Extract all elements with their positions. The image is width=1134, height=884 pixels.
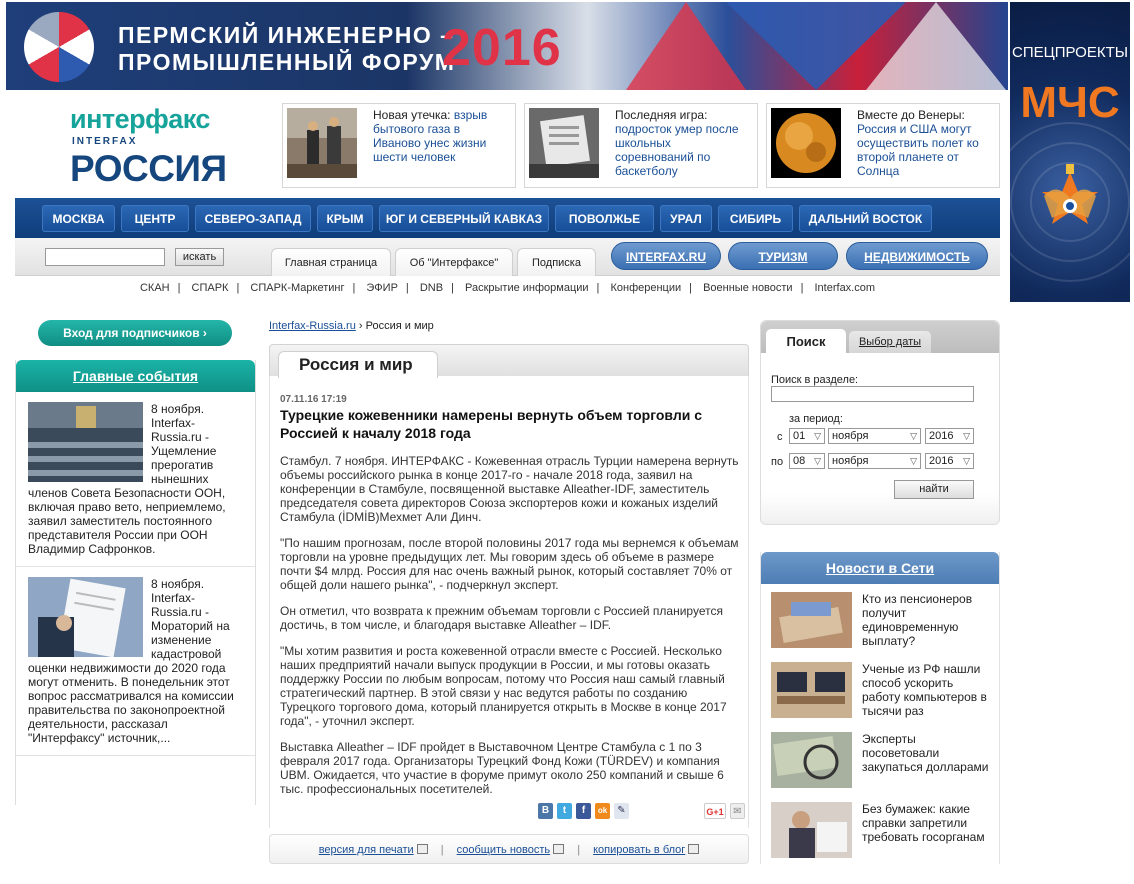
link-dnb[interactable]: DNB (419, 282, 444, 294)
region-tab-volga[interactable]: ПОВОЛЖЬЕ (555, 205, 654, 232)
special-projects-label: СПЕЦПРОЕКТЫ (1011, 44, 1129, 61)
logo-middle: INTERFAX (72, 136, 138, 147)
period-label: за период: (789, 413, 843, 425)
breadcrumb-home[interactable]: Interfax-Russia.ru (269, 320, 356, 332)
list-item[interactable] (771, 732, 993, 790)
from-label: с (777, 431, 783, 443)
side-ad-banner[interactable] (1010, 2, 1130, 302)
event-photo (28, 402, 143, 482)
print-version-link[interactable]: версия для печати (318, 844, 414, 856)
email-share-icon[interactable]: ✉ (730, 803, 745, 819)
tab-date-select[interactable]: Выбор даты (849, 331, 931, 353)
teaser-card[interactable] (524, 103, 758, 188)
teaser-link[interactable]: взрыв бытового газа в Иваново унес жизни шести человек (373, 108, 488, 164)
sub-bar (15, 238, 1000, 276)
tab-subscription[interactable]: Подписка (517, 248, 596, 276)
net-news-photo (771, 802, 852, 858)
teaser-link[interactable]: Россия и США могут осуществить полет ко второй планете от Солнца (857, 122, 979, 178)
pencil-icon (553, 844, 564, 854)
from-day-select[interactable] (789, 428, 825, 444)
chevron-down-icon: ▽ (814, 456, 821, 466)
teaser-lead: Последняя игра: (615, 108, 708, 122)
banner-line2: ПРОМЫШЛЕННЫЙ ФОРУМ (118, 49, 456, 75)
chevron-down-icon: ▽ (963, 431, 970, 441)
banner-year: 2016 (442, 19, 562, 77)
eagle-emblem-icon (1036, 162, 1104, 242)
article-paragraph: Выставка Alleather – IDF пройдет в Выставочном Центре Стамбула с 1 по 3 февраля 2017 года. Организаторы Турецкий Фонд Кожи (TÜRDEV) и компания UBM. Ожидается, что участие в форуме примут около 250 компаний и свыше 6 тыс. профессиональных посетителей. (280, 740, 724, 796)
article-body (280, 454, 742, 808)
report-news-link[interactable]: сообщить новость (456, 844, 551, 856)
to-month-value: ноября (832, 455, 869, 467)
net-news-text: Ученые из РФ нашли способ ускорить работу компьютеров в тысячи раз (862, 662, 987, 718)
separator: | (596, 282, 600, 294)
teaser-photo (771, 108, 841, 178)
region-tab-moscow[interactable]: МОСКВА (42, 205, 115, 232)
services-links (15, 282, 1000, 300)
article-date: 07.11.16 17:19 (280, 394, 347, 405)
separator: | (236, 282, 240, 294)
from-month-select[interactable] (828, 428, 921, 444)
teaser-card[interactable] (766, 103, 1000, 188)
list-item[interactable] (28, 402, 243, 556)
region-tab-far-east[interactable]: ДАЛЬНИЙ ВОСТОК (799, 205, 932, 232)
to-year-select[interactable] (925, 453, 974, 469)
to-day-value: 08 (793, 455, 806, 467)
tab-home[interactable]: Главная страница (271, 248, 391, 276)
find-button[interactable]: найти (894, 480, 974, 499)
breadcrumb-current: Россия и мир (365, 320, 434, 332)
breadcrumb (269, 320, 434, 332)
article-paragraph: "По нашим прогнозам, после второй половины 2017 года мы вернемся к объемам торговли на уровне предыдущих лет. Мы говорим здесь об объеме в размере почти $4 млрд. Россия для нас очень важный рынок, который составляет 70% от общей доли нашего рынка", - подчеркнул эксперт. (280, 536, 739, 592)
link-conferences[interactable]: Конференции (610, 282, 682, 294)
banner-decor (866, 2, 1006, 90)
to-year-value: 2016 (929, 455, 954, 467)
net-news-title[interactable]: Новости в Сети (761, 552, 999, 584)
interfax-ru-link[interactable]: INTERFAX.RU (611, 242, 721, 270)
from-year-select[interactable] (925, 428, 974, 444)
region-tab-crimea[interactable]: КРЫМ (317, 205, 373, 232)
net-news-text: Кто из пенсионеров получит единовременную выплату? (862, 592, 973, 648)
section-search-label: Поиск в разделе: (771, 374, 859, 386)
from-month-value: ноября (832, 430, 869, 442)
article-paragraph: "Мы хотим развития и роста кожевенной отрасли вместе с Россией. Несколько наших предприятий начали выпуск продукции в России, и мы готовы оказать поддержку России по любым вопросам, потому что Россия наш самый главный стратегический партнер. В этой связи у нас ведутся работы по созданию Турецкого торгового дома, который планируется открыть в Москве в конце 2017 года", - уточнил эксперт. (280, 644, 727, 728)
article-title: Турецкие кожевенники намерены вернуть объем торговли с Россией к началу 2018 года (280, 407, 702, 441)
teaser-photo (287, 108, 357, 178)
chevron-down-icon: ▽ (814, 431, 821, 441)
separator: | (800, 282, 804, 294)
event-photo (28, 577, 143, 657)
regions-nav (15, 198, 1000, 238)
to-month-select[interactable] (828, 453, 921, 469)
divider (16, 566, 255, 567)
teaser-lead: Новая утечка: (373, 108, 451, 122)
tab-search[interactable]: Поиск (766, 329, 846, 354)
twitter-share-icon[interactable]: t (557, 803, 572, 819)
breadcrumb-arrow-icon: › (358, 320, 363, 332)
list-item[interactable] (771, 662, 993, 720)
rubric-title: Россия и мир (278, 351, 438, 378)
teaser-card[interactable] (282, 103, 516, 188)
separator: | (405, 282, 409, 294)
teaser-link[interactable]: подросток умер после школьных соревнований по баскетболу (615, 122, 739, 178)
separator: | (577, 844, 581, 856)
net-news-panel (760, 552, 1000, 864)
link-spark-marketing[interactable]: СПАРК-Маркетинг (250, 282, 345, 294)
net-news-photo (771, 592, 852, 648)
net-news-photo (771, 732, 852, 788)
from-year-value: 2016 (929, 430, 954, 442)
vk-share-icon[interactable]: В (538, 803, 553, 819)
banner-line1: ПЕРМСКИЙ ИНЖЕНЕРНО – (118, 22, 455, 48)
main-events-panel (15, 360, 256, 805)
logo-bottom: РОССИЯ (70, 148, 227, 189)
region-tab-siberia[interactable]: СИБИРЬ (718, 205, 793, 232)
event-text: 8 ноября. Interfax-Russia.ru - Мораторий на изменение кадастровой оценки недвижимости до 2020 года могут отменить. В понедельник этот вопрос рассматривался на комиссии правительства по законопроектной деятельности, рассказал "Интерфаксу" источник,... (28, 577, 234, 745)
chevron-down-icon: ▽ (910, 431, 917, 441)
real-estate-link[interactable]: НЕДВИЖИМОСТЬ (846, 242, 988, 270)
chevron-down-icon: ▽ (910, 456, 917, 466)
odnoklassniki-share-icon[interactable]: ok (595, 803, 610, 819)
section-search-input[interactable] (771, 386, 974, 402)
main-events-title[interactable]: Главные события (16, 360, 255, 392)
top-ad-banner[interactable] (6, 2, 1008, 90)
facebook-share-icon[interactable]: f (576, 803, 591, 819)
logo-top: интерфакс (70, 104, 210, 134)
separator: | (440, 844, 444, 856)
printer-icon (417, 844, 428, 854)
chevron-down-icon: ▽ (963, 456, 970, 466)
region-tab-northwest[interactable]: СЕВЕРО-ЗАПАД (195, 205, 311, 232)
article (269, 376, 749, 828)
link-spark[interactable]: СПАРК (191, 282, 229, 294)
link-disclosure[interactable]: Раскрытие информации (464, 282, 589, 294)
region-tab-center[interactable]: ЦЕНТР (121, 205, 189, 232)
livejournal-share-icon[interactable]: ✎ (614, 803, 629, 819)
teaser-photo (529, 108, 599, 178)
article-paragraph: Он отметил, что возврата к прежним объемам торговли с Россией планируется достичь, в том числе, и благодаря выставке Alleather – IDF. (280, 604, 723, 632)
net-news-text: Эксперты посоветовали закупаться долларами (862, 732, 989, 774)
search-tabs (761, 321, 999, 353)
link-skan[interactable]: СКАН (139, 282, 170, 294)
link-efir[interactable]: ЭФИР (366, 282, 398, 294)
region-tab-ural[interactable]: УРАЛ (660, 205, 712, 232)
article-paragraph: Стамбул. 7 ноября. ИНТЕРФАКС - Кожевенная отрасль Турции намерена вернуть объемы российского рынка в конце 2017-го - начале 2018 года, заявил на конференции в Стамбуле, посвященной выставке Alleather-IDF, заместитель председателя совета директоров Союза экспортеров кожи и кожаных изделий Стамбула (İDMİB)Мехмет Али Динч. (280, 454, 739, 524)
tourism-link[interactable]: ТУРИЗМ (728, 242, 838, 270)
from-day-value: 01 (793, 430, 806, 442)
region-tab-south[interactable]: ЮГ И СЕВЕРНЫЙ КАВКАЗ (379, 205, 549, 232)
subscriber-login-button[interactable]: Вход для подписчиков › (38, 320, 232, 346)
event-text: 8 ноября. Interfax-Russia.ru - Ущемление прерогатив нынешних членов Совета Безопасности ООН, включая право вето, неприемлемо, заявил заместитель постоянного представителя России при ООН Владимир Сафронков. (28, 402, 226, 556)
separator: | (451, 282, 454, 294)
search-panel (760, 320, 1000, 525)
divider (16, 755, 255, 756)
list-item[interactable] (28, 577, 243, 745)
interfax-russia-logo[interactable] (70, 104, 230, 188)
net-news-text: Без бумажек: какие справки запретили требовать госорганам (862, 802, 985, 844)
list-item[interactable] (771, 802, 993, 860)
forum-logo-icon (24, 12, 94, 82)
separator: | (352, 282, 356, 294)
link-interfax-com[interactable]: Interfax.com (814, 282, 876, 294)
site-search-button[interactable]: искать (175, 248, 224, 266)
copy-to-blog-link[interactable]: копировать в блог (593, 844, 686, 856)
teaser-lead: Вместе до Венеры: (857, 108, 965, 122)
site-search-input[interactable] (45, 248, 165, 266)
mchs-label: МЧС (1020, 78, 1120, 127)
rubric-header (269, 344, 749, 376)
article-actions (269, 834, 749, 864)
tab-about[interactable]: Об "Интерфаксе" (395, 248, 513, 276)
link-military-news[interactable]: Военные новости (703, 282, 793, 294)
separator: | (177, 282, 181, 294)
list-item[interactable] (771, 592, 993, 650)
google-plus-share-icon[interactable]: G+1 (704, 803, 726, 819)
copy-icon (688, 844, 699, 854)
separator: | (689, 282, 692, 294)
to-day-select[interactable] (789, 453, 825, 469)
to-label: по (771, 456, 784, 468)
net-news-photo (771, 662, 852, 718)
